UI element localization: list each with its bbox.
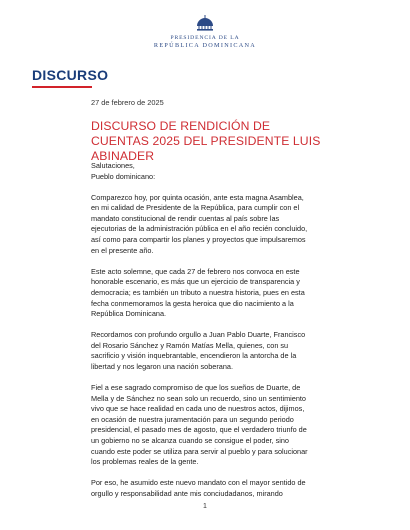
- body-paragraph: Por eso, he asumido este nuevo mandato con el mayor sentido de orgullo y responsabilidad ante mis conciudadanos, mirando: [91, 478, 306, 498]
- body-paragraph: Este acto solemne, que cada 27 de febrero nos convoca en este honorable escenario, es más que un ejercicio de transparencia y democracia; es también un tributo a nuestra historia, pues en esta fecha conmemoramos la gesta heroica que dio nacimiento a la República Dominicana.: [91, 266, 305, 319]
- document-title: DISCURSO DE RENDICIÓN DE CUENTAS 2025 DEL PRESIDENTE LUIS ABINADER: [91, 119, 321, 163]
- presidency-emblem-icon: [194, 14, 216, 32]
- document-type-underline: [32, 86, 92, 88]
- org-name-line1: PRESIDENCIA DE LA: [170, 35, 240, 41]
- greeting-line-2: Pueblo dominicano:: [91, 171, 156, 181]
- body-paragraph: Fiel a ese sagrado compromiso de que los sueños de Duarte, de Mella y de Sánchez no sean solo un recuerdo, sino un sentimiento vivo que se hace realidad en cada uno de nuestros actos, dijimos, en ocasión de nuestra juramentación para un segundo periodo presidencial, el pasado mes de agosto, que el verdadero triunfo de un gobierno no se alcanza cuando se consigue el poder, sino cuando este poder se utiliza para servir al pueblo y para solucionar los problemas reales de la gente.: [91, 383, 308, 467]
- document-body: [91, 161, 318, 500]
- document-date: 27 de febrero de 2025: [91, 98, 164, 107]
- document-type-label: DISCURSO: [32, 67, 109, 83]
- body-paragraph: Comparezco hoy, por quinta ocasión, ante esta magna Asamblea, en mi calidad de Presidente de la República, para cumplir con el mandato constitucional de rendir cuentas al país sobre las ejecutorias de la administración pública en el año recién concluido, así como para compartir los planes y proyectos que impulsaremos en el presente año.: [91, 192, 308, 255]
- org-name-line2: REPÚBLICA DOMINICANA: [153, 42, 257, 49]
- presidency-header: [0, 14, 410, 49]
- page-number: 1: [203, 503, 207, 510]
- greeting-line-1: Salutaciones,: [91, 161, 135, 170]
- body-paragraph: Recordamos con profundo orgullo a Juan Pablo Duarte, Francisco del Rosario Sánchez y Ramón Matías Mella, quienes, con su sacrificio y visión inquebrantable, encendieron la antorcha de la libertad y nos legaron una nación soberana.: [91, 330, 306, 371]
